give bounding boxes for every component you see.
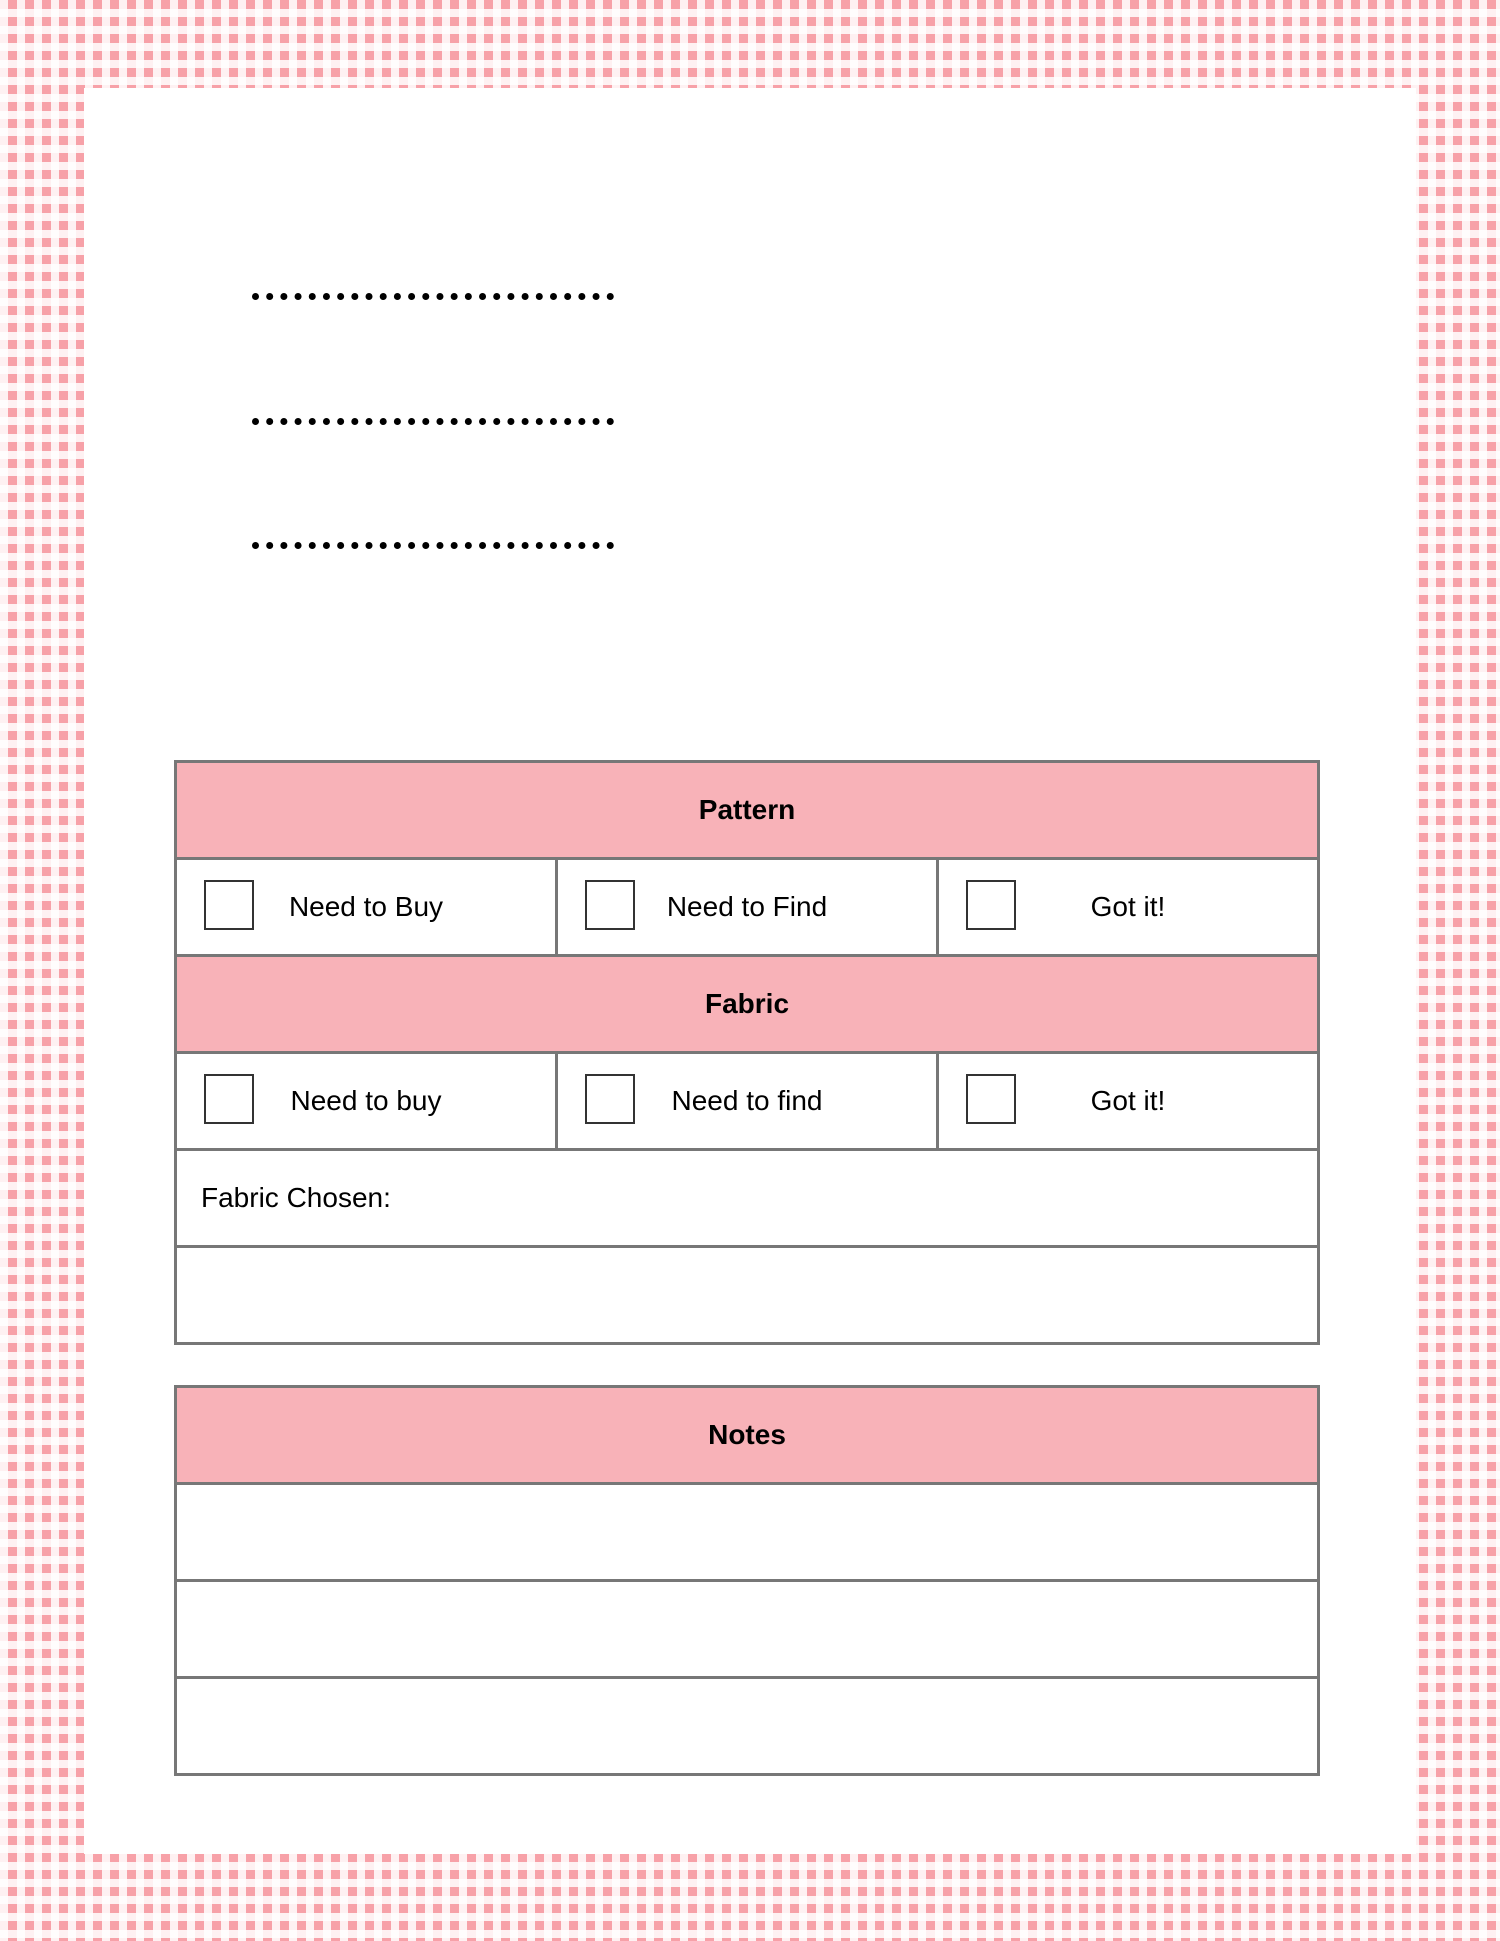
title-fill-line-2[interactable] xyxy=(252,418,614,425)
pattern-need-to-find[interactable] xyxy=(557,859,938,956)
pattern-need-to-buy[interactable] xyxy=(176,859,557,956)
option-label: Got it! xyxy=(1090,891,1166,922)
title-fill-line-1[interactable] xyxy=(252,293,614,300)
fabric-need-to-find[interactable] xyxy=(557,1053,938,1150)
notes-table xyxy=(174,1385,1320,1776)
title-fill-line-3[interactable] xyxy=(252,542,614,549)
notes-header: Notes xyxy=(176,1387,1319,1484)
pattern-header: Pattern xyxy=(176,762,1319,859)
fabric-chosen-label: Fabric Chosen: xyxy=(176,1150,1319,1247)
notes-line[interactable] xyxy=(176,1581,1319,1678)
notes-line[interactable] xyxy=(176,1678,1319,1775)
fabric-need-to-buy[interactable] xyxy=(176,1053,557,1150)
pattern-fabric-table xyxy=(174,760,1320,1345)
option-label: Need to find xyxy=(671,1085,823,1116)
notes-line[interactable] xyxy=(176,1484,1319,1581)
option-label: Need to buy xyxy=(290,1085,442,1116)
pattern-got-it[interactable] xyxy=(938,859,1319,956)
option-label: Need to Find xyxy=(666,891,828,922)
planner-page xyxy=(84,88,1416,1854)
fabric-got-it[interactable] xyxy=(938,1053,1319,1150)
fabric-header: Fabric xyxy=(176,956,1319,1053)
option-label: Got it! xyxy=(1090,1085,1166,1116)
option-label: Need to Buy xyxy=(288,891,444,922)
fabric-chosen-field[interactable] xyxy=(176,1247,1319,1344)
